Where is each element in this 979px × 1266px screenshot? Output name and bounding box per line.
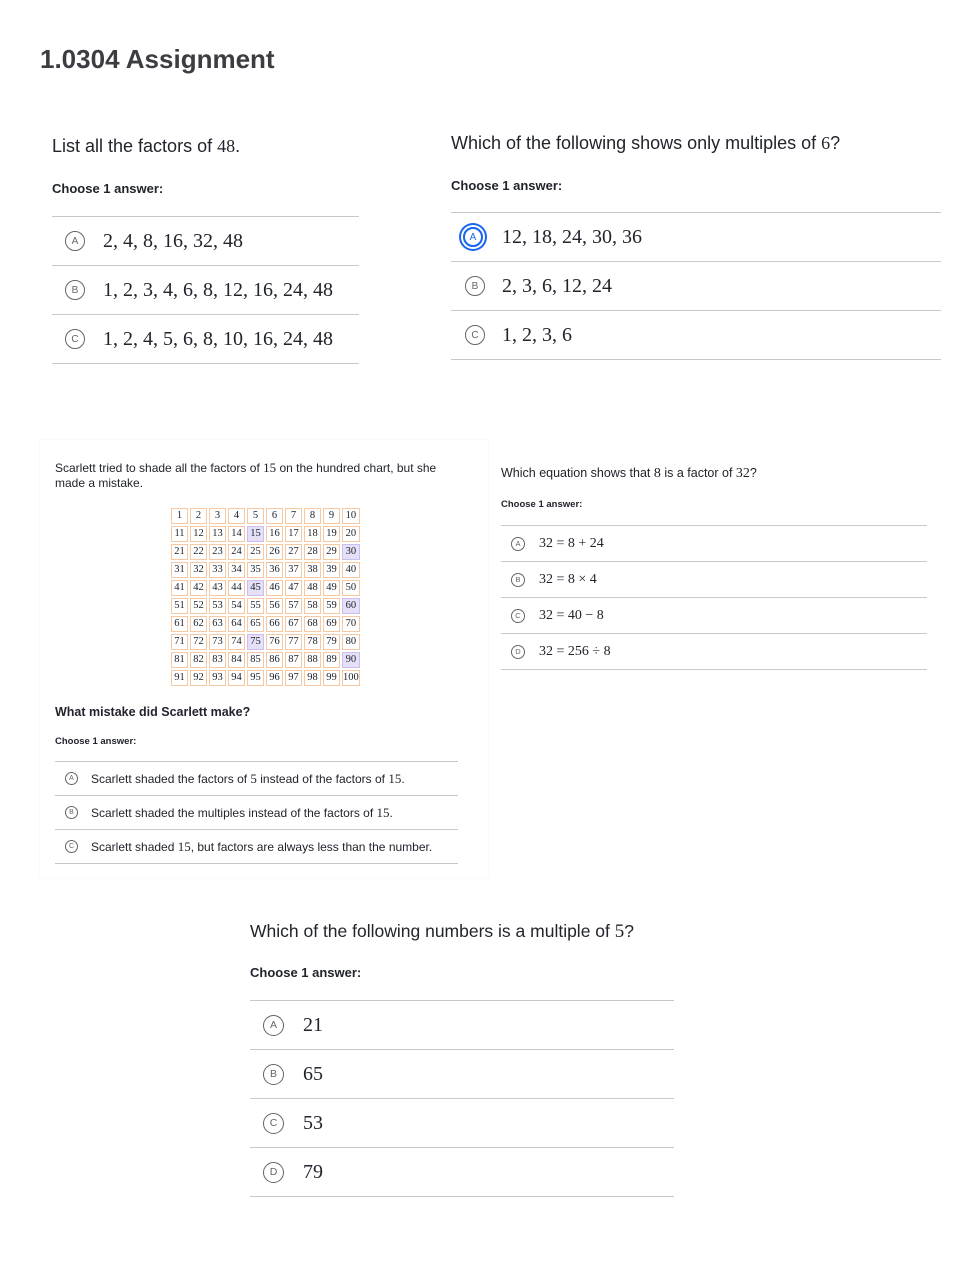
hundred-chart-cell-77: 77	[285, 634, 302, 650]
hundred-chart-cell-91: 91	[171, 670, 188, 686]
q4-option-d-value: 32 = 256 ÷ 8	[539, 643, 611, 659]
hundred-chart-cell-13: 13	[209, 526, 226, 542]
hundred-chart-cell-72: 72	[190, 634, 207, 650]
hundred-chart-cell-11: 11	[171, 526, 188, 542]
q4-option-b-value: 32 = 8 × 4	[539, 571, 597, 587]
hundred-chart-cell-58: 58	[304, 598, 321, 614]
hundred-chart-cell-50: 50	[342, 580, 360, 596]
q2-option-a[interactable]	[451, 213, 941, 262]
hundred-chart-cell-66: 66	[266, 616, 283, 632]
q3-option-b-pre: Scarlett shaded the multiples instead of the factors of	[91, 805, 377, 820]
q4-option-c-bubble: C	[511, 609, 525, 623]
q4-prompt-n1: 8	[653, 466, 661, 481]
q1-option-a-bubble: A	[65, 231, 85, 251]
hundred-chart-cell-64: 64	[228, 616, 245, 632]
q5-option-d-bubble: D	[263, 1162, 284, 1183]
hundred-chart	[169, 506, 362, 688]
hundred-chart-cell-37: 37	[285, 562, 302, 578]
q1-option-a-value: 2, 4, 8, 16, 32, 48	[103, 229, 243, 252]
q4-prompt-mid: is a factor of	[660, 466, 736, 480]
q3-option-a-pre: Scarlett shaded the factors of	[91, 771, 251, 786]
hundred-chart-cell-52: 52	[190, 598, 207, 614]
q5-option-d[interactable]	[250, 1148, 674, 1197]
hundred-chart-cell-21: 21	[171, 544, 188, 560]
q4-prompt-end: ?	[749, 466, 757, 480]
q1-option-c-value: 1, 2, 4, 5, 6, 8, 10, 16, 24, 48	[103, 327, 333, 350]
hundred-chart-cell-39: 39	[323, 562, 340, 578]
hundred-chart-cell-86: 86	[266, 652, 283, 668]
q5-prompt	[250, 921, 634, 943]
hundred-chart-cell-57: 57	[285, 598, 302, 614]
hundred-chart-cell-84: 84	[228, 652, 245, 668]
q3-option-b-n1: 15	[376, 804, 390, 820]
q2-choose-label: Choose 1 answer:	[451, 178, 563, 193]
q3-option-a-bubble: A	[65, 772, 78, 785]
q3-option-b-text	[91, 805, 393, 821]
q1-option-b-bubble: B	[65, 280, 85, 300]
hundred-chart-cell-16: 16	[266, 526, 283, 542]
hundred-chart-cell-53: 53	[209, 598, 226, 614]
hundred-chart-cell-100: 100	[342, 670, 360, 686]
hundred-chart-cell-63: 63	[209, 616, 226, 632]
hundred-chart-cell-55: 55	[247, 598, 264, 614]
q1-option-a[interactable]	[52, 217, 359, 266]
hundred-chart-cell-31: 31	[171, 562, 188, 578]
q2-option-b-value: 2, 3, 6, 12, 24	[502, 274, 612, 297]
hundred-chart-cell-29: 29	[323, 544, 340, 560]
hundred-chart-cell-23: 23	[209, 544, 226, 560]
q2-prompt-text: Which of the following shows only multiples of	[451, 133, 822, 153]
q5-choose-label: Choose 1 answer:	[250, 965, 362, 980]
hundred-chart-cell-75: 75	[247, 634, 264, 650]
q3-option-b-bubble: B	[65, 806, 78, 819]
hundred-chart-cell-69: 69	[323, 616, 340, 632]
hundred-chart-cell-22: 22	[190, 544, 207, 560]
hundred-chart-cell-62: 62	[190, 616, 207, 632]
q3-option-a-post: .	[401, 771, 405, 786]
hundred-chart-cell-54: 54	[228, 598, 245, 614]
hundred-chart-cell-90: 90	[342, 652, 360, 668]
hundred-chart-cell-82: 82	[190, 652, 207, 668]
q3-option-a-text	[91, 771, 405, 787]
q4-option-d[interactable]	[501, 634, 927, 670]
hundred-chart-cell-36: 36	[266, 562, 283, 578]
hundred-chart-cell-20: 20	[342, 526, 360, 542]
q4-option-a-value: 32 = 8 + 24	[539, 535, 604, 551]
q5-option-b-bubble: B	[263, 1064, 284, 1085]
hundred-chart-cell-67: 67	[285, 616, 302, 632]
q3-option-a-n1: 5	[250, 770, 257, 786]
q4-option-c[interactable]	[501, 598, 927, 634]
q5-prompt-end: ?	[624, 921, 634, 941]
q4-option-a[interactable]	[501, 526, 927, 562]
q3-option-b[interactable]	[55, 796, 458, 830]
hundred-chart-cell-87: 87	[285, 652, 302, 668]
hundred-chart-cell-35: 35	[247, 562, 264, 578]
hundred-chart-cell-60: 60	[342, 598, 360, 614]
q3-question: What mistake did Scarlett make?	[55, 705, 251, 719]
hundred-chart-cell-78: 78	[304, 634, 321, 650]
hundred-chart-cell-49: 49	[323, 580, 340, 596]
q5-option-a-bubble: A	[263, 1015, 284, 1036]
q2-option-b[interactable]	[451, 262, 941, 311]
hundred-chart-cell-44: 44	[228, 580, 245, 596]
page-title: 1.0304 Assignment	[40, 44, 275, 74]
hundred-chart-cell-46: 46	[266, 580, 283, 596]
q3-option-c-bubble: C	[65, 840, 78, 853]
hundred-chart-cell-79: 79	[323, 634, 340, 650]
q5-options	[250, 1000, 674, 1197]
q5-option-c-value: 53	[303, 1111, 323, 1134]
hundred-chart-cell-80: 80	[342, 634, 360, 650]
hundred-chart-cell-24: 24	[228, 544, 245, 560]
hundred-chart-cell-14: 14	[228, 526, 245, 542]
q3-intro-end: on the hundred chart, but she made a mistake.	[55, 461, 437, 490]
q2-option-c[interactable]	[451, 311, 941, 360]
q1-option-c[interactable]	[52, 315, 359, 364]
hundred-chart-cell-47: 47	[285, 580, 302, 596]
hundred-chart-cell-2: 2	[190, 508, 207, 524]
hundred-chart-cell-83: 83	[209, 652, 226, 668]
q3-intro-number: 15	[263, 460, 277, 475]
hundred-chart-cell-73: 73	[209, 634, 226, 650]
hundred-chart-cell-74: 74	[228, 634, 245, 650]
hundred-chart-cell-95: 95	[247, 670, 264, 686]
q5-prompt-number: 5	[614, 921, 625, 942]
q2-option-c-value: 1, 2, 3, 6	[502, 323, 572, 346]
hundred-chart-cell-92: 92	[190, 670, 207, 686]
hundred-chart-cell-42: 42	[190, 580, 207, 596]
hundred-chart-cell-70: 70	[342, 616, 360, 632]
hundred-chart-cell-43: 43	[209, 580, 226, 596]
hundred-chart-cell-99: 99	[323, 670, 340, 686]
hundred-chart-cell-5: 5	[247, 508, 264, 524]
hundred-chart-cell-33: 33	[209, 562, 226, 578]
q2-prompt-end: ?	[830, 133, 841, 153]
hundred-chart-cell-27: 27	[285, 544, 302, 560]
q4-option-b[interactable]	[501, 562, 927, 598]
q2-prompt-number: 6	[821, 133, 831, 153]
hundred-chart-cell-56: 56	[266, 598, 283, 614]
hundred-chart-cell-1: 1	[171, 508, 188, 524]
hundred-chart-cell-4: 4	[228, 508, 245, 524]
q3-options	[55, 761, 458, 864]
hundred-chart-cell-38: 38	[304, 562, 321, 578]
q4-option-d-bubble: D	[511, 645, 525, 659]
q4-choose-label: Choose 1 answer:	[501, 499, 583, 510]
q5-option-b[interactable]	[250, 1050, 674, 1099]
q1-prompt-number: 48	[217, 136, 236, 156]
hundred-chart-cell-89: 89	[323, 652, 340, 668]
q2-option-b-bubble: B	[465, 276, 485, 296]
hundred-chart-cell-68: 68	[304, 616, 321, 632]
hundred-chart-cell-28: 28	[304, 544, 321, 560]
q3-option-c-mid: , but factors are always less than the number.	[190, 839, 433, 854]
q3-choose-label: Choose 1 answer:	[55, 736, 137, 747]
q2-option-c-bubble: C	[465, 325, 485, 345]
q1-prompt-text: List all the factors of	[52, 136, 218, 156]
hundred-chart-cell-94: 94	[228, 670, 245, 686]
q4-option-c-value: 32 = 40 − 8	[539, 607, 604, 623]
q1-choose-label: Choose 1 answer:	[52, 181, 164, 196]
hundred-chart-cell-10: 10	[342, 508, 360, 524]
hundred-chart-cell-85: 85	[247, 652, 264, 668]
q5-option-d-value: 79	[303, 1160, 323, 1183]
q5-option-a-value: 21	[303, 1013, 323, 1036]
hundred-chart-cell-45: 45	[247, 580, 264, 596]
q1-option-b-value: 1, 2, 3, 4, 6, 8, 12, 16, 24, 48	[103, 278, 333, 301]
q3-option-c-n1: 15	[177, 838, 191, 854]
q1-option-c-bubble: C	[65, 329, 85, 349]
hundred-chart-cell-17: 17	[285, 526, 302, 542]
q4-option-a-bubble: A	[511, 537, 525, 551]
hundred-chart-cell-76: 76	[266, 634, 283, 650]
q1-prompt-end: .	[235, 136, 241, 156]
hundred-chart-cell-34: 34	[228, 562, 245, 578]
q3-option-a-n2: 15	[388, 770, 402, 786]
q3-option-b-post: .	[389, 805, 393, 820]
q3-option-c[interactable]	[55, 830, 458, 864]
q1-options	[52, 216, 359, 364]
hundred-chart-cell-8: 8	[304, 508, 321, 524]
hundred-chart-cell-97: 97	[285, 670, 302, 686]
q5-option-c-bubble: C	[263, 1113, 284, 1134]
hundred-chart-cell-3: 3	[209, 508, 226, 524]
hundred-chart-cell-98: 98	[304, 670, 321, 686]
q4-options	[501, 525, 927, 670]
q2-option-a-bubble: A	[463, 227, 483, 247]
hundred-chart-cell-71: 71	[171, 634, 188, 650]
hundred-chart-cell-59: 59	[323, 598, 340, 614]
q2-options	[451, 212, 941, 360]
hundred-chart-cell-65: 65	[247, 616, 264, 632]
q4-prompt-n2: 32	[735, 466, 750, 481]
hundred-chart-cell-32: 32	[190, 562, 207, 578]
hundred-chart-cell-88: 88	[304, 652, 321, 668]
hundred-chart-cell-15: 15	[247, 526, 264, 542]
hundred-chart-cell-41: 41	[171, 580, 188, 596]
hundred-chart-cell-81: 81	[171, 652, 188, 668]
q5-option-b-value: 65	[303, 1062, 323, 1085]
q4-prompt-text: Which equation shows that	[501, 466, 654, 480]
hundred-chart-cell-48: 48	[304, 580, 321, 596]
q3-intro-text: Scarlett tried to shade all the factors of	[55, 461, 264, 475]
q4-prompt	[501, 466, 757, 482]
q1-option-b[interactable]	[52, 266, 359, 315]
hundred-chart-cell-9: 9	[323, 508, 340, 524]
q3-option-a-mid: instead of the factors of	[256, 771, 389, 786]
hundred-chart-cell-12: 12	[190, 526, 207, 542]
hundred-chart-cell-61: 61	[171, 616, 188, 632]
hundred-chart-cell-19: 19	[323, 526, 340, 542]
q4-option-b-bubble: B	[511, 573, 525, 587]
q2-prompt	[451, 133, 840, 154]
hundred-chart-cell-30: 30	[342, 544, 360, 560]
q3-intro	[55, 460, 465, 491]
hundred-chart-cell-40: 40	[342, 562, 360, 578]
hundred-chart-cell-93: 93	[209, 670, 226, 686]
hundred-chart-cell-51: 51	[171, 598, 188, 614]
hundred-chart-cell-25: 25	[247, 544, 264, 560]
q5-option-c[interactable]	[250, 1099, 674, 1148]
hundred-chart-cell-26: 26	[266, 544, 283, 560]
q5-prompt-text: Which of the following numbers is a multiple of	[250, 921, 615, 941]
q3-option-c-pre: Scarlett shaded	[91, 839, 178, 854]
q3-option-c-text	[91, 839, 432, 855]
hundred-chart-cell-18: 18	[304, 526, 321, 542]
q2-option-a-value: 12, 18, 24, 30, 36	[502, 225, 642, 248]
q1-prompt	[52, 136, 240, 157]
q5-option-a[interactable]	[250, 1001, 674, 1050]
hundred-chart-cell-96: 96	[266, 670, 283, 686]
hundred-chart-cell-6: 6	[266, 508, 283, 524]
q3-option-a[interactable]	[55, 762, 458, 796]
hundred-chart-cell-7: 7	[285, 508, 302, 524]
